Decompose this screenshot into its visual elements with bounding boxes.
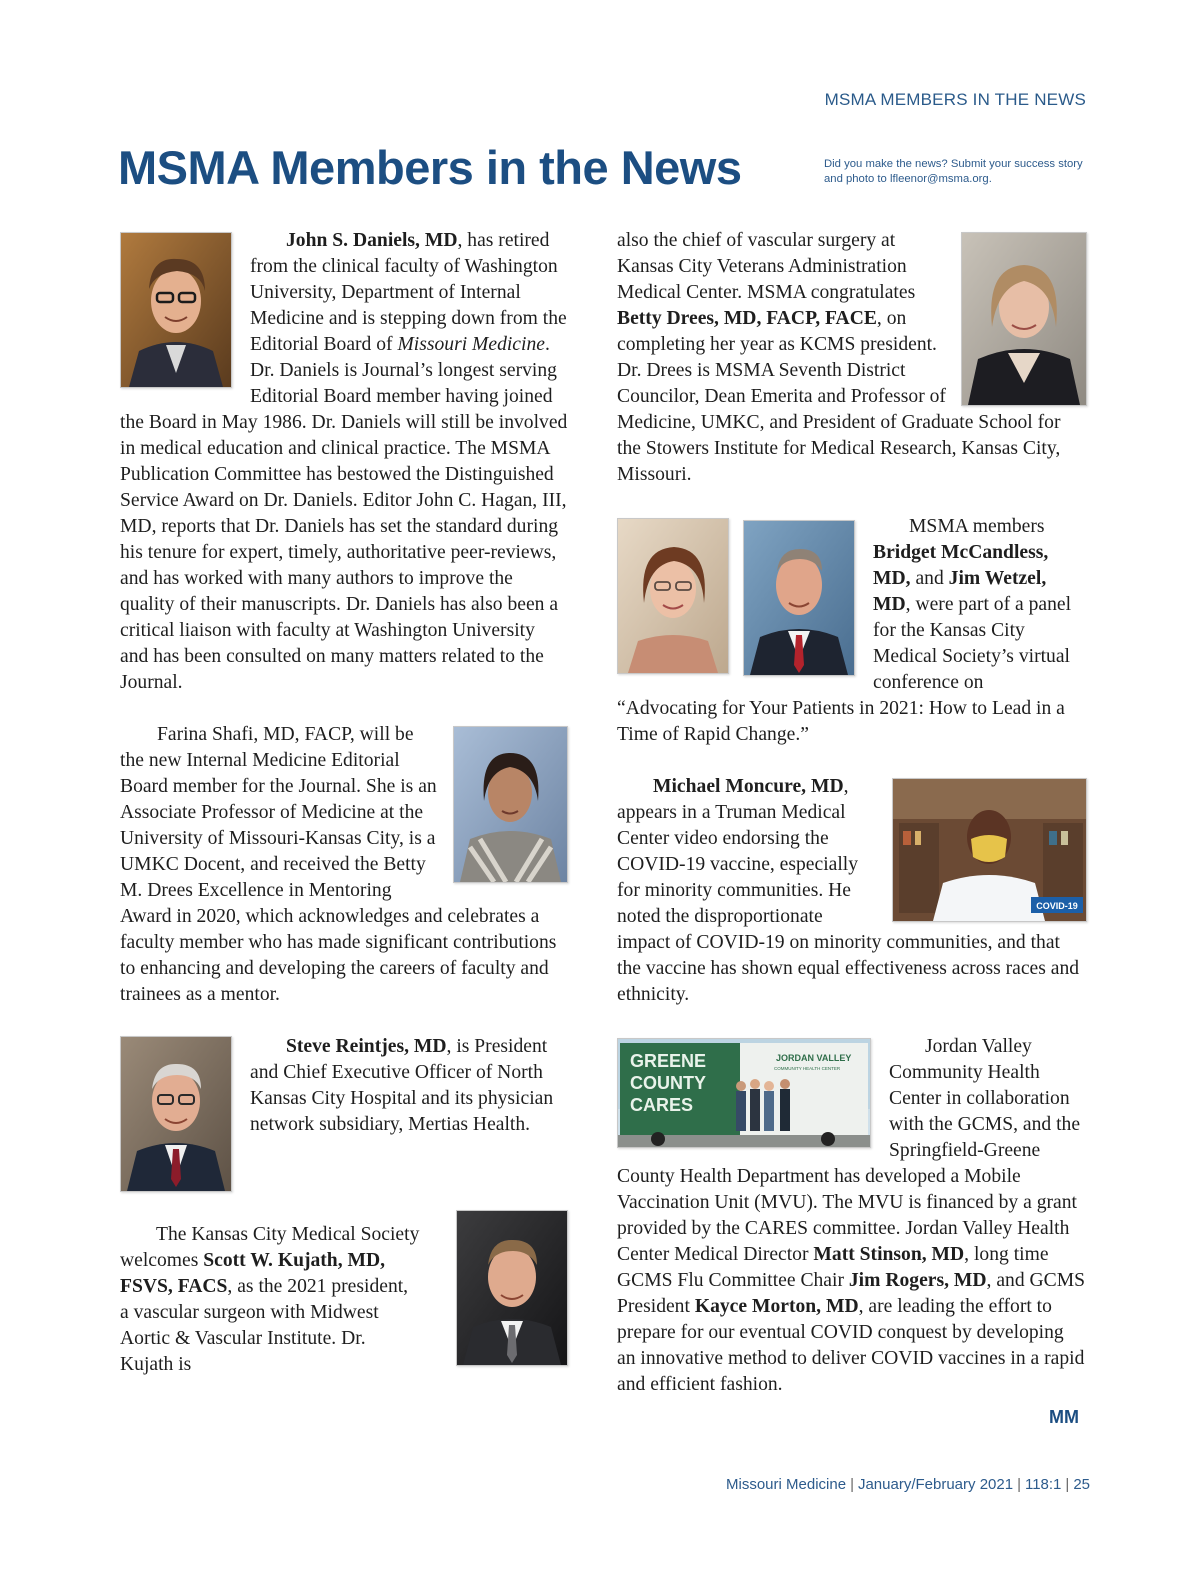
end-mark: MM <box>1049 1407 1079 1427</box>
page-number: 25 <box>1073 1476 1090 1493</box>
kujath-article-continued: also the chief of vascular surgery at Kansas City Veterans Administration Medical Center. MSMA congratulates Betty Drees, MD, FACP, FACE, on completing her year as KCMS president. Dr. Drees is MSMA Seventh District Councilor, Dean Emerita and Professor of Medicine, UMKC, and President of Graduate School for the Stowers Institute for Medical Research, Kansas City, Missouri. <box>617 230 1061 485</box>
daniels-article: John S. Daniels, MD, has retired from the clinical faculty of Washington University, Department of Internal Medicine and is stepping down from the Editorial Board of Missouri Medicine. Dr. Daniels is Journal’s longest serving Editorial Board member having joined the Board in May 1986. Dr. Daniels will still be involved in medical education and clinical practice. The MSMA Publication Committee has bestowed the Distinguished Service Award on Dr. Daniels. Editor John C. Hagan, III, MD, reports that Dr. Daniels has set the standard during his tenure for expert, timely, authoritative peer-reviews, and has worked with many authors to improve the quality of their manuscripts. Dr. Daniels has also been a critical liaison with faculty at Washington University and has been consulted on many matters related to the Journal. <box>120 230 568 693</box>
footer-journal: Missouri Medicine <box>726 1476 847 1493</box>
right-column <box>617 228 1087 1398</box>
footer-volume: 118:1 <box>1024 1476 1062 1493</box>
reintjes-portrait-photo <box>120 1036 232 1192</box>
truck-text-3: CARES <box>630 1095 694 1115</box>
page-footer: Missouri Medicine | January/February 2021 | 118:1 | 25 <box>726 1476 1090 1493</box>
running-head: MSMA MEMBERS IN THE NEWS <box>824 90 1086 109</box>
truck-text-2: COUNTY <box>630 1073 706 1093</box>
covid-badge: COVID-19 <box>1036 901 1078 911</box>
kujath-article-start: The Kansas City Medical Society welcomes Scott W. Kujath, MD, FSVS, FACS, as the 2021 president, a vascular surgeon with Midwest Aortic & Vascular Institute. Dr. Kujath is <box>120 1224 420 1375</box>
panel-photos <box>617 518 855 674</box>
kujath-portrait-photo <box>456 1210 568 1366</box>
daniels-portrait-photo <box>120 232 232 388</box>
truck-text-1: GREENE <box>630 1051 707 1071</box>
mobile-vaccination-unit-photo <box>617 1038 871 1148</box>
truck-sub: COMMUNITY HEALTH CENTER <box>774 1066 841 1071</box>
moncure-article: Michael Moncure, MD, appears in a Truman Medical Center video endorsing the COVID-19 vaccine, especially for minority communities. He noted the disproportionate impact of COVID-19 on minority communities, and that the vaccine has shown equal effectiveness across races and ethnicity. <box>617 776 1080 1005</box>
truck-brand: JORDAN VALLEY <box>776 1053 852 1063</box>
reintjes-article: Steve Reintjes, MD, is President and Chief Executive Officer of North Kansas City Hospital and its physician network subsidiary, Mertias Health. <box>250 1036 554 1135</box>
page-title: MSMA Members in the News <box>118 141 742 194</box>
left-column <box>120 228 568 1378</box>
panel-article: MSMA members Bridget McCandless, MD, and Jim Wetzel, MD, were part of a panel for the Kansas City Medical Society’s virtual conference on “Advocating for Your Patients in 2021: How to Lead in a Time of Rapid Change.” <box>617 516 1072 745</box>
drees-portrait-photo <box>961 232 1087 406</box>
wetzel-portrait-photo <box>743 520 855 676</box>
mccandless-portrait-photo <box>617 518 729 674</box>
shafi-portrait-photo <box>453 726 568 883</box>
submit-note: Did you make the news? Submit your success story and photo to lfleenor@msma.org. <box>824 158 1083 185</box>
shafi-article: Farina Shafi, MD, FACP, will be the new Internal Medicine Editorial Board member for the Journal. She is an Associate Professor of Medicine at the University of Missouri-Kansas City, is a UMKC Docent, and received the Betty M. Drees Excellence in Mentoring Award in 2020, which acknowledges and celebrates a faculty member who has made significant contributions to enhancing and developing the careers of faculty and trainees as a mentor. <box>120 724 557 1005</box>
footer-issue: January/February 2021 <box>857 1476 1014 1493</box>
mvu-article: Jordan Valley Community Health Center in collaboration with the GCMS, and the Springfield-Greene County Health Department has developed a Mobile Vaccination Unit (MVU). The MVU is financed by a grant provided by the CARES committee. Jordan Valley Health Center Medical Director Matt Stinson, MD, long time GCMS Flu Committee Chair Jim Rogers, MD, and GCMS President Kayce Morton, MD, are leading the effort to prepare for our eventual COVID conquest by developing an innovative method to deliver COVID vaccines in a rapid and efficient fashion. <box>617 1036 1086 1395</box>
moncure-video-still-photo <box>892 778 1087 922</box>
